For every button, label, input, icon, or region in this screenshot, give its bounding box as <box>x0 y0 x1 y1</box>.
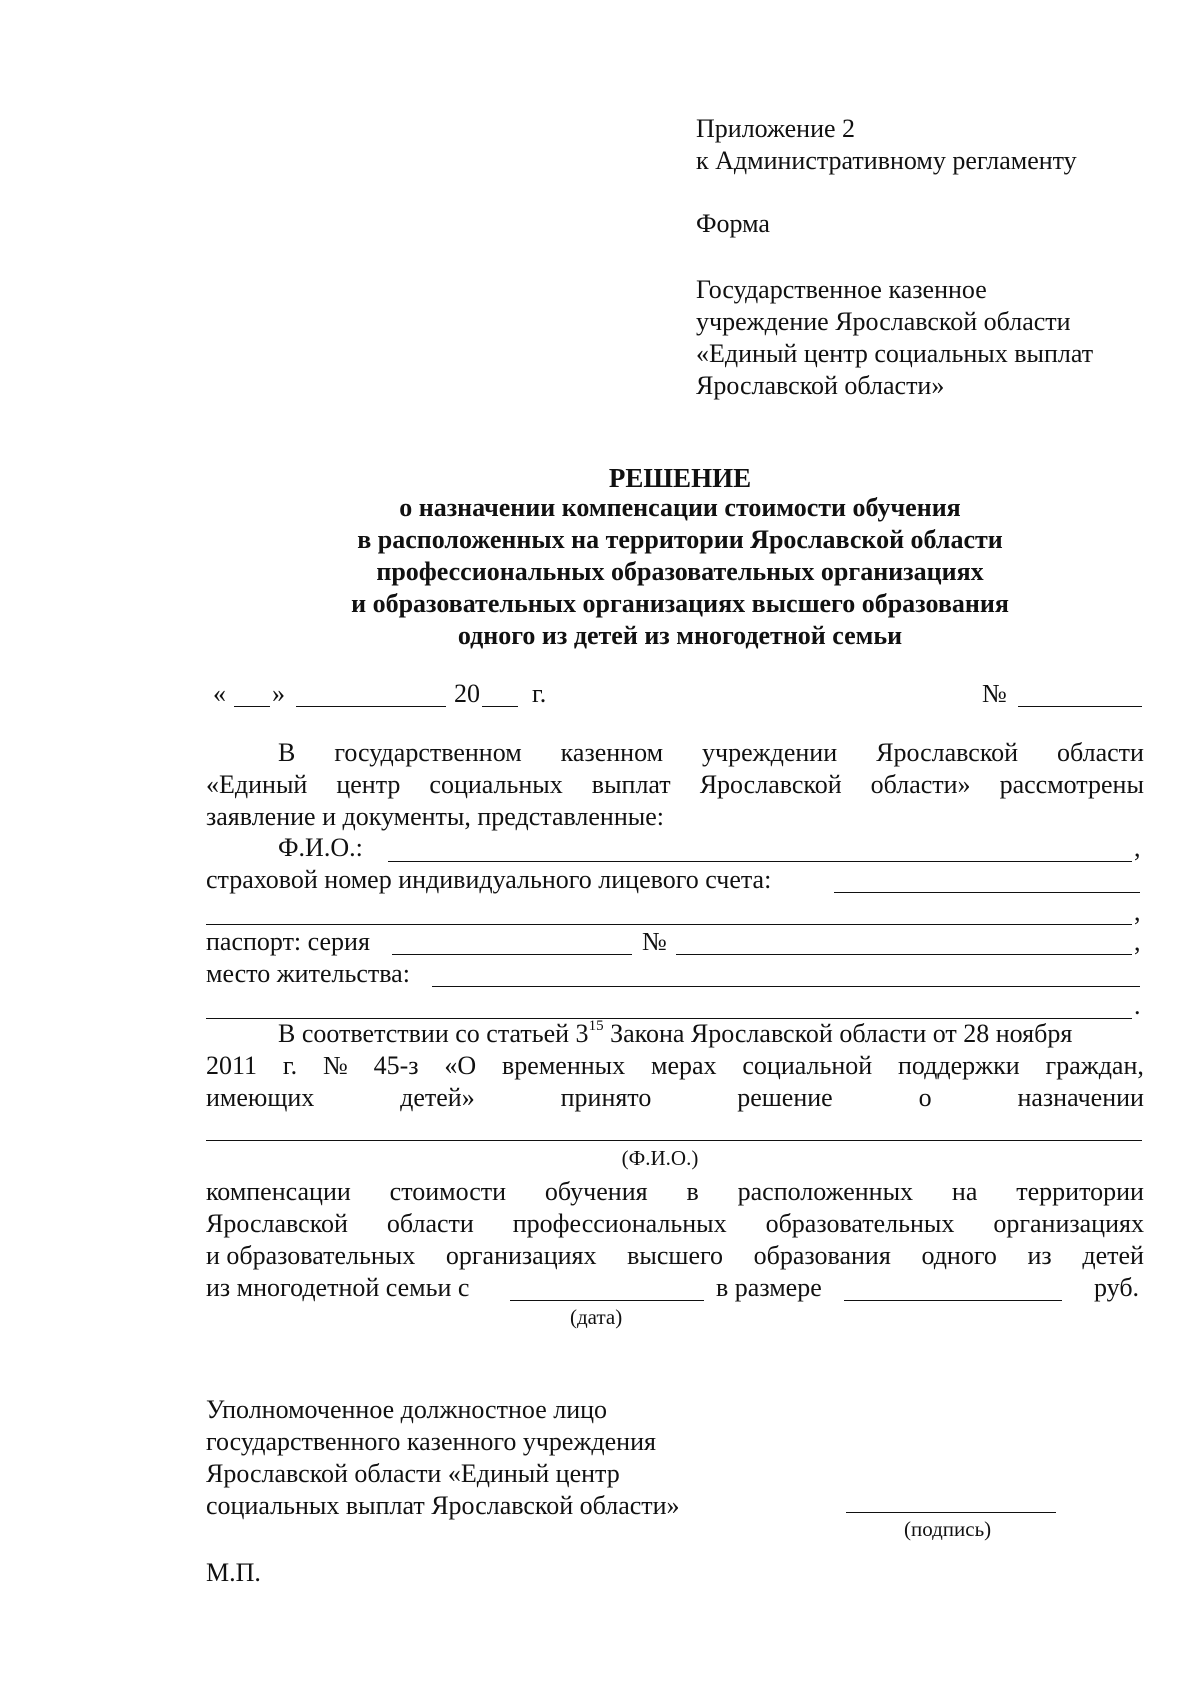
date-year-prefix: 20 <box>454 679 480 708</box>
amount-label: в размере <box>716 1273 822 1302</box>
amount-blank <box>844 1300 1062 1301</box>
passport-comma: , <box>1134 927 1141 956</box>
decision-number-blank <box>1018 706 1142 707</box>
signature-blank <box>846 1512 1056 1513</box>
official-line-1: Уполномоченное должностное лицо <box>206 1395 608 1424</box>
decision-number-sign: № <box>982 679 1007 708</box>
title-line-5: одного из детей из многодетной семьи <box>457 621 903 650</box>
passport-number-blank <box>676 954 1132 955</box>
org-line-4: Ярославской области» <box>696 371 945 400</box>
title-line-3: профессиональных образовательных организациях <box>376 557 984 586</box>
paragraph-2-line-3: имеющих детей» принято решение о назначении <box>206 1083 1144 1112</box>
recipient-fio-blank <box>206 1140 1142 1141</box>
signature-caption: (подпись) <box>904 1517 992 1541</box>
paragraph-3-line-4-start: из многодетной семьи с <box>206 1273 470 1302</box>
form-label: Форма <box>696 209 770 238</box>
paragraph-3-line-3: и образовательных организациях высшего образования одного из детей <box>206 1241 1144 1270</box>
title-line-4: и образовательных организациях высшего образования <box>351 589 1009 618</box>
org-line-1: Государственное казенное <box>696 275 987 304</box>
paragraph-1-line-3: заявление и документы, представленные: <box>206 802 664 831</box>
currency-label: руб. <box>1094 1273 1140 1302</box>
date-close-quote: » <box>272 679 285 708</box>
paragraph-1-line-1: В государственном казенном учреждении Ярославской области <box>278 738 1144 767</box>
paragraph-3-line-1: компенсации стоимости обучения в расположенных на территории <box>206 1177 1144 1206</box>
title-line-1: о назначении компенсации стоимости обучения <box>399 493 961 522</box>
date-open-quote: « <box>213 679 226 708</box>
passport-series-label: паспорт: серия <box>206 927 370 956</box>
document-title: РЕШЕНИЕ <box>608 463 752 493</box>
residence-blank <box>432 986 1140 987</box>
passport-series-blank <box>392 954 632 955</box>
snils-blank-continued <box>206 924 1132 925</box>
official-line-4: социальных выплат Ярославской области» <box>206 1491 680 1520</box>
snils-label: страховой номер индивидуального лицевого счета: <box>206 865 772 894</box>
paragraph-3-line-2: Ярославской области профессиональных образовательных организациях <box>206 1209 1144 1238</box>
date-year-suffix: г. <box>532 679 547 708</box>
fio-label: Ф.И.О.: <box>278 833 363 862</box>
appendix-number: Приложение 2 <box>696 114 856 143</box>
start-date-blank <box>510 1300 704 1301</box>
official-line-3: Ярославской области «Единый центр <box>206 1459 620 1488</box>
paragraph-2-line-1: В соответствии со статьей $3^{15}$ Закона Ярославской области от 28 ноября <box>278 1018 1073 1048</box>
snils-comma: , <box>1134 897 1141 926</box>
fio-comma: , <box>1134 833 1141 862</box>
date-day-blank <box>234 706 270 707</box>
date-year-blank <box>482 706 518 707</box>
title-line-2: в расположенных на территории Ярославской области <box>357 525 1003 554</box>
snils-blank <box>834 892 1140 893</box>
official-line-2: государственного казенного учреждения <box>206 1427 656 1456</box>
org-line-2: учреждение Ярославской области <box>696 307 1071 336</box>
stamp-place: М.П. <box>206 1558 261 1587</box>
fio-caption: (Ф.И.О.) <box>621 1146 699 1170</box>
residence-label: место жительства: <box>206 959 410 988</box>
appendix-regulation: к Административному регламенту <box>696 146 1077 175</box>
paragraph-1-line-2: «Единый центр социальных выплат Ярославской области» рассмотрены <box>206 770 1144 799</box>
passport-number-label: № <box>642 927 667 956</box>
residence-period: . <box>1134 991 1141 1020</box>
date-caption: (дата) <box>570 1305 623 1329</box>
date-month-blank <box>296 706 446 707</box>
fio-blank <box>388 861 1132 862</box>
org-line-3: «Единый центр социальных выплат <box>696 339 1094 368</box>
paragraph-2-line-2: 2011 г. № 45-з «О временных мерах социальной поддержки граждан, <box>206 1051 1144 1080</box>
